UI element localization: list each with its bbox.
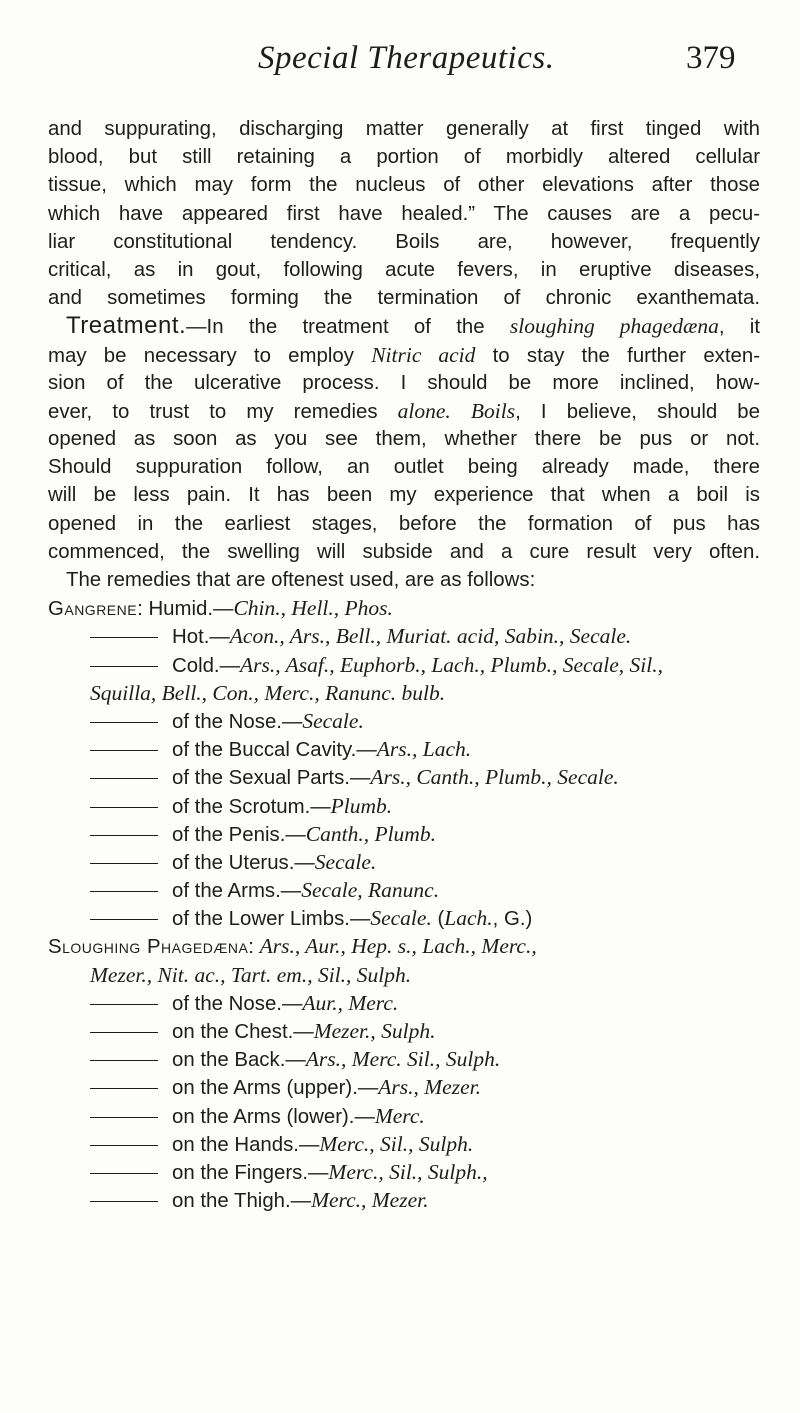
dash-rule [90,750,158,751]
gangrene-buccal: of the Buccal Cavity.—Ars., Lach. [48,735,760,763]
dash-rule [90,1145,158,1146]
sloughing-cont: Mezer., Nit. ac., Tart. em., Sil., Sulph. [90,962,412,987]
gangrene-sexual: of the Sexual Parts.—Ars., Canth., Plumb., Secale. [48,763,760,791]
dash-rule [90,1060,158,1061]
sloughing-nose: of the Nose.—Aur., Merc. [48,989,760,1017]
sloughing-entry: Sloughing Phagedæna: Ars., Aur., Hep. s., Lach., Merc., [48,934,537,959]
gangrene-penis: of the Penis.—Canth., Plumb. [48,820,760,848]
text-line: and suppurating, discharging matter generally at first tinged with [48,118,760,140]
dash-rule [90,1201,158,1202]
dash-rule [90,1032,158,1033]
running-title: Special Therapeutics. [258,40,555,76]
sloughing-chest: on the Chest.—Mezer., Sulph. [48,1017,760,1045]
gangrene-entry: Gangrene: Humid.—Chin., Hell., Phos. [48,596,393,621]
gangrene-cold-cont: Squilla, Bell., Con., Merc., Ranunc. bulb. [90,680,446,705]
gangrene-hot: Hot.—Acon., Ars., Bell., Muriat. acid, Sabin., Secale. [48,622,760,650]
text-line: tissue, which may form the nucleus of other elevations after those [48,174,760,197]
sloughing-fingers: on the Fingers.—Merc., Sil., Sulph., [48,1158,760,1186]
sloughing-hands: on the Hands.—Merc., Sil., Sulph. [48,1130,760,1158]
sloughing-arms-lower: on the Arms (lower).—Merc. [48,1102,760,1130]
gangrene-arms: of the Arms.—Secale, Ranunc. [48,876,760,904]
dash-rule [90,722,158,723]
text-line: which have appeared first have healed.” The causes are a pecu- [48,202,760,225]
dash-rule [90,891,158,892]
dash-rule [90,637,158,638]
dash-rule [90,1088,158,1089]
sloughing-thigh: on the Thigh.—Merc., Mezer. [48,1186,760,1214]
sloughing-back: on the Back.—Ars., Merc. Sil., Sulph. [48,1045,760,1073]
dash-rule [90,835,158,836]
text-line: commenced, the swelling will subside and a cure result very often. [48,540,760,563]
text-line: and sometimes forming the termination of chronic exanthemata. [48,287,760,310]
text-line: liar constitutional tendency. Boils are, however, frequently [48,230,760,253]
page-header [0,40,800,90]
gangrene-uterus: of the Uterus.—Secale. [48,848,760,876]
dash-rule [90,1117,158,1118]
text-line: will be less pain. It has been my experience that when a boil is [48,484,760,507]
dash-rule [90,1173,158,1174]
text-line: ever, to trust to my remedies alone. Boils, I believe, should be [48,398,760,423]
page-number: 379 [686,40,736,76]
gangrene-scrotum: of the Scrotum.—Plumb. [48,792,760,820]
treatment-heading-line: Treatment.—In the treatment of the sloughing phagedæna, it [66,312,761,340]
dash-rule [90,1004,158,1005]
text-line: Should suppuration follow, an outlet being already made, there [48,456,760,479]
dash-rule [90,863,158,864]
gangrene-limbs: of the Lower Limbs.—Secale. (Lach., G.) [48,904,760,932]
text-line: opened as soon as you see them, whether there be pus or not. [48,428,760,451]
page-body [48,115,760,1214]
sloughing-arms-upper: on the Arms (upper).—Ars., Mezer. [48,1073,760,1101]
sloughing-label: Sloughing Phagedæna [48,936,249,959]
text-line: opened in the earliest stages, before the formation of pus has [48,512,760,535]
text-line: blood, but still retaining a portion of morbidly altered cellular [48,146,760,169]
text-line: sion of the ulcerative process. I should be more inclined, how- [48,371,760,394]
gangrene-cold: Cold.—Ars., Asaf., Euphorb., Lach., Plumb., Secale, Sil., [48,651,760,679]
text-line: critical, as in gout, following acute fevers, in eruptive diseases, [48,258,760,281]
gangrene-label: Gangrene [48,598,138,621]
treatment-heading: Treatment. [66,312,187,340]
text-line: may be necessary to employ Nitric acid to stay the further exten- [48,342,761,367]
dash-rule [90,666,158,667]
dash-rule [90,807,158,808]
dash-rule [90,778,158,779]
dash-rule [90,919,158,920]
text-line: The remedies that are oftenest used, are as follows: [66,569,536,591]
gangrene-nose: of the Nose.—Secale. [48,707,760,735]
